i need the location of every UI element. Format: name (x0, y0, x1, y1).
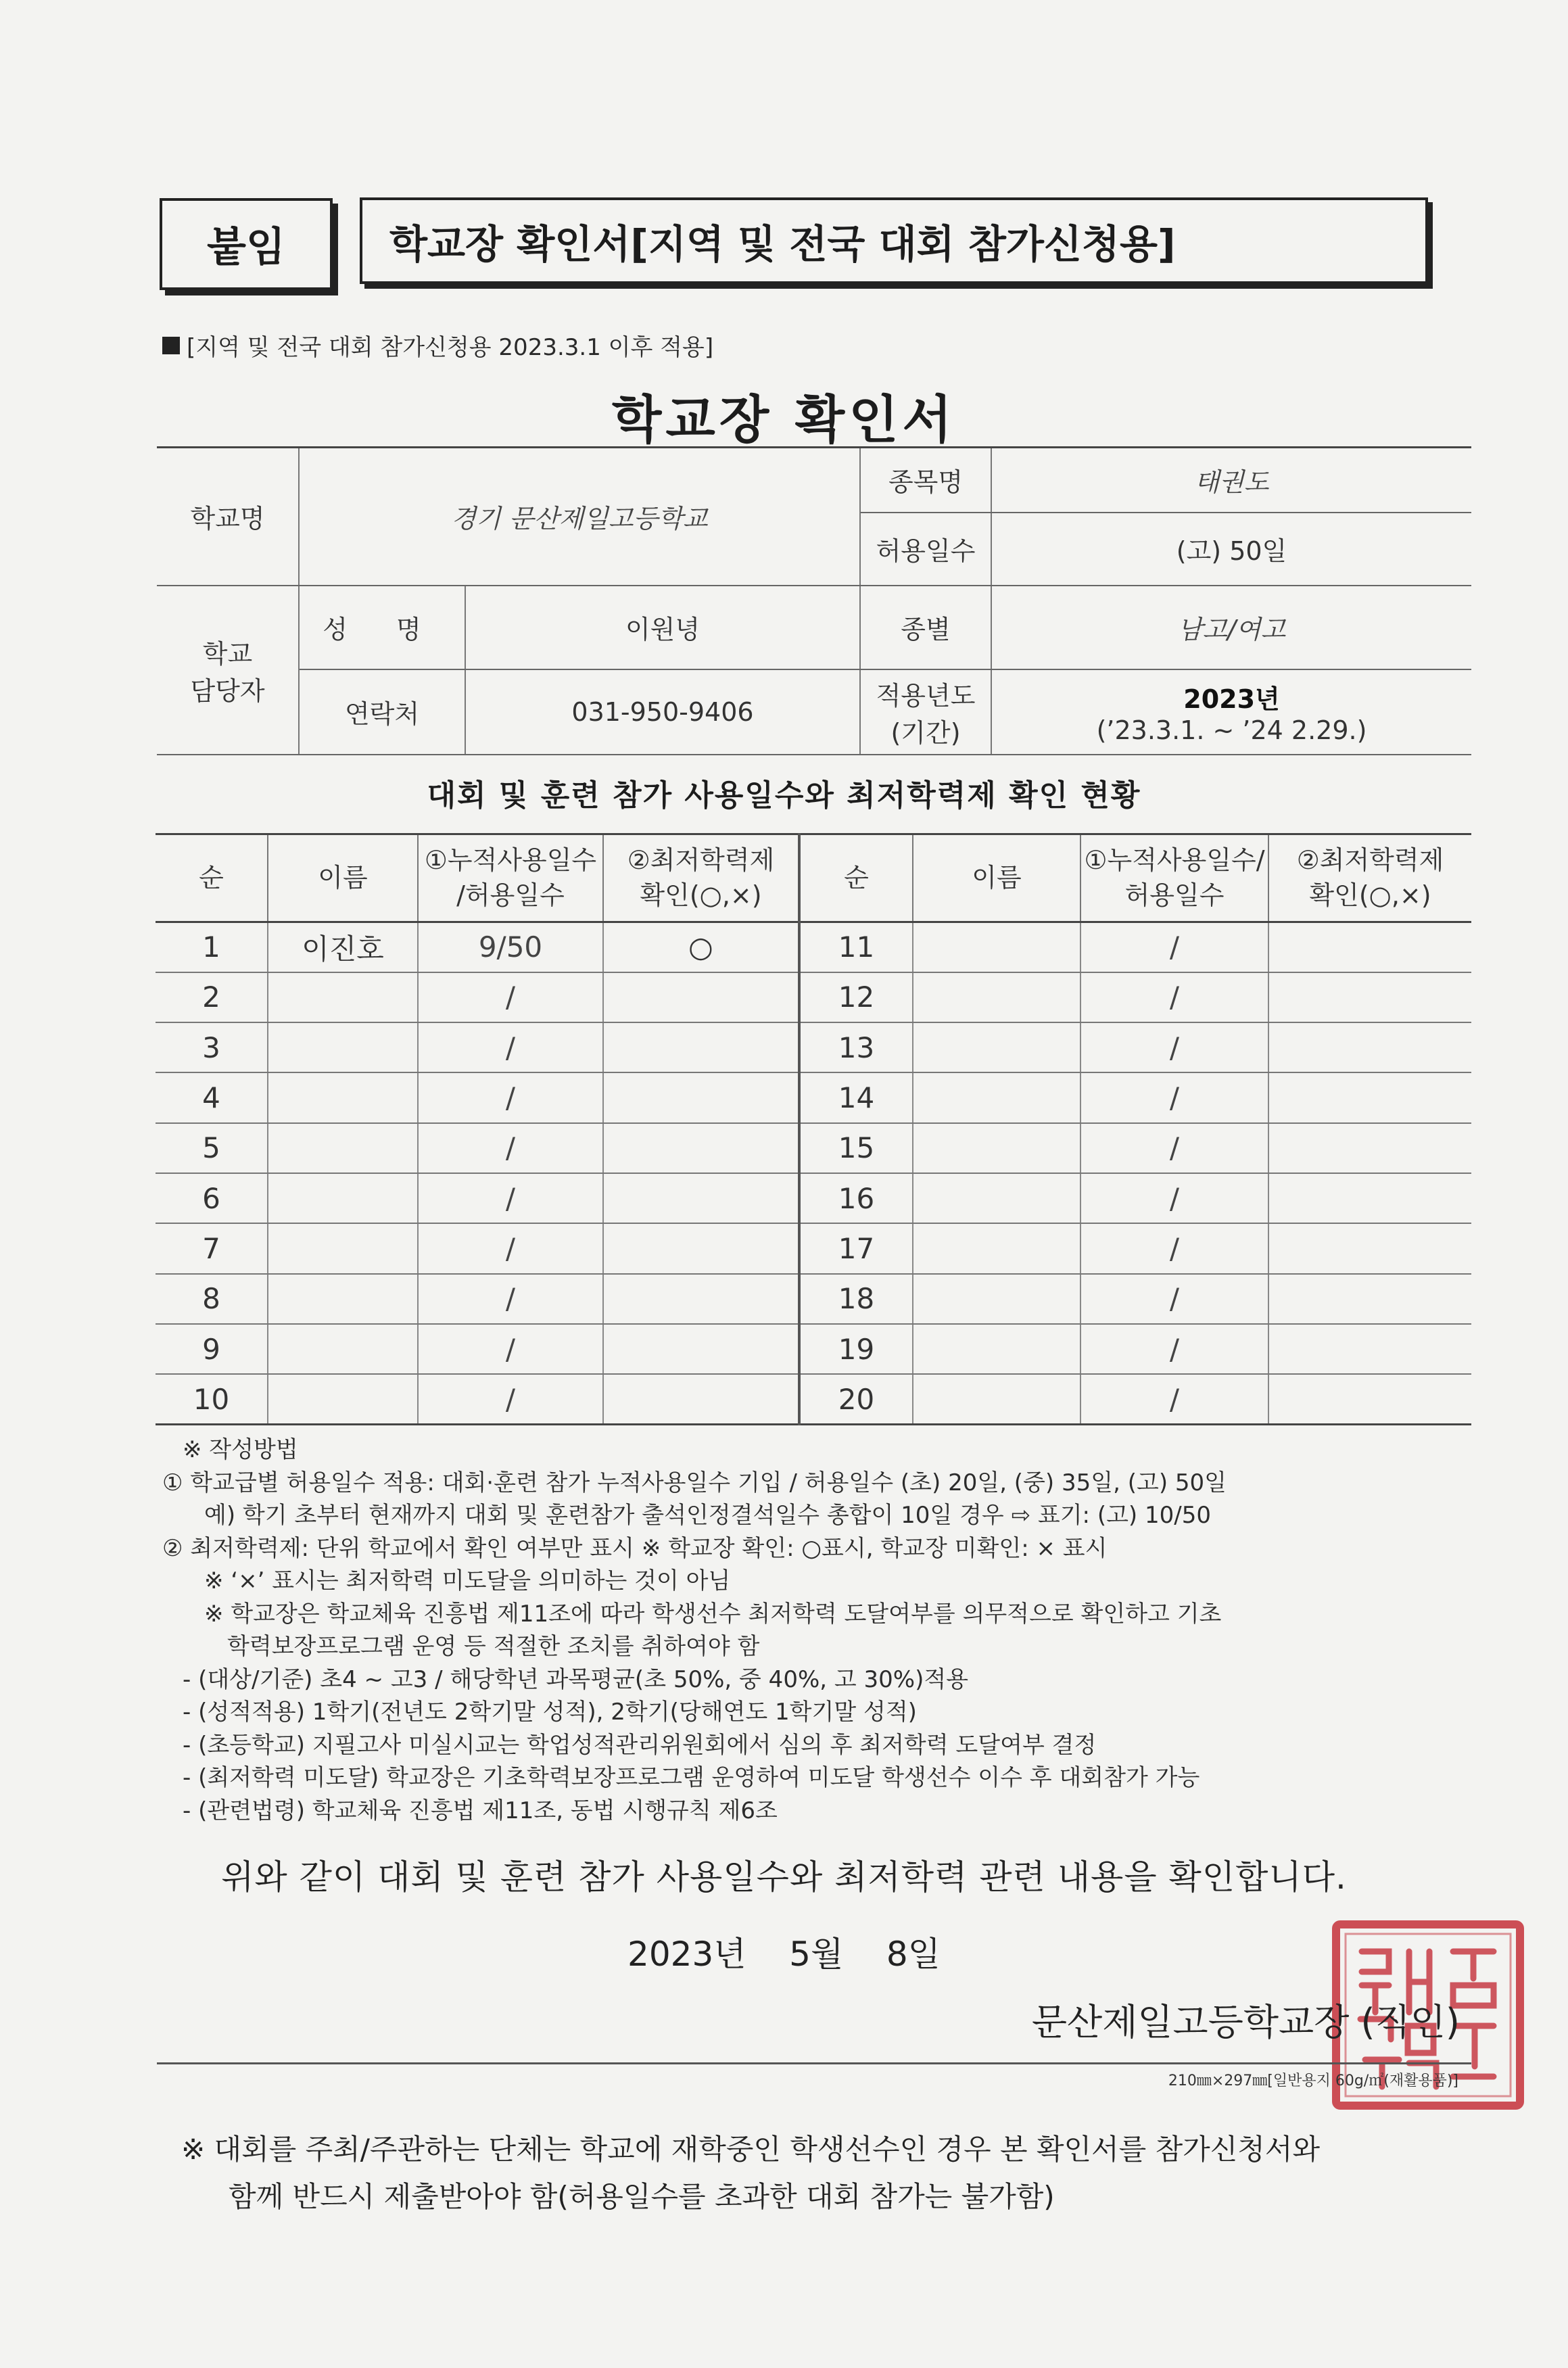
header-check-left-l2: 확인(○,×) (640, 880, 762, 910)
row-check (1268, 922, 1471, 972)
table-row (156, 1123, 1471, 1173)
instruction-item: ② 최저학력제: 단위 학교에서 확인 여부만 표시 ※ 학교장 확인: ○표시, 학교장 미확인: × 표시 (162, 1534, 1108, 1562)
date-year: 2023년 (627, 1935, 746, 1974)
instruction-item: 학력보장프로그램 운영 등 적절한 조치를 취하여야 함 (227, 1633, 760, 1660)
table-row (156, 1374, 1471, 1424)
person-name-value: 이원녕 (465, 586, 860, 669)
footer-notice-line2: 함께 반드시 제출받아야 함(허용일수를 초과한 대회 참가는 불가함) (229, 2180, 1055, 2213)
year-label (860, 669, 991, 755)
instruction-item: ※ 학교장은 학교체육 진흥법 제11조에 따라 학생선수 최저학력 도달여부를 의무적으로 확인하고 기초 (204, 1600, 1222, 1628)
row-days: / (1080, 1072, 1268, 1122)
attachment-tag: 붙임 (160, 198, 333, 290)
header-days-left (418, 834, 603, 922)
instruction-item: - (초등학교) 지필고사 미실시교는 학업성적관리위원회에서 심의 후 최저학력 도달여부 결정 (183, 1731, 1097, 1759)
table-row (156, 1274, 1471, 1324)
instruction-item: - (최저학력 미도달) 학교장은 기초학력보장프로그램 운영하여 미도달 학생선수 이수 후 대회참가 가능 (183, 1764, 1200, 1791)
event-label: 종목명 (860, 448, 991, 513)
row-name (913, 1123, 1080, 1173)
row-check (603, 1324, 799, 1374)
row-days: / (418, 1374, 603, 1424)
table-row (156, 1324, 1471, 1374)
row-name (913, 972, 1080, 1022)
row-days: / (1080, 922, 1268, 972)
row-name (268, 1324, 418, 1374)
confirmation-statement: 위와 같이 대회 및 훈련 참가 사용일수와 최저학력 관련 내용을 확인합니다. (221, 1857, 1347, 1897)
roster-table (156, 833, 1471, 1425)
row-no: 15 (799, 1123, 913, 1173)
row-no: 12 (799, 972, 913, 1022)
notice-text: [지역 및 전국 대회 참가신청용 2023.3.1 이후 적용] (187, 334, 714, 361)
row-days: / (1080, 972, 1268, 1022)
manager-label-line2: 담당자 (190, 676, 265, 706)
instruction-item: ① 학교급별 허용일수 적용: 대회·훈련 참가 누적사용일수 기입 / 허용일수 (초) 20일, (중) 35일, (고) 50일 (162, 1469, 1227, 1496)
row-name (913, 1324, 1080, 1374)
header-check-left (603, 834, 799, 922)
row-name (913, 1374, 1080, 1424)
table-row (156, 1223, 1471, 1273)
row-name (268, 1123, 418, 1173)
row-name (268, 1223, 418, 1273)
manager-label-line1: 학교 (202, 638, 253, 669)
row-days: / (1080, 1173, 1268, 1223)
year-value-year: 2023년 (1183, 684, 1280, 714)
row-check (1268, 1123, 1471, 1173)
row-no: 14 (799, 1072, 913, 1122)
row-no: 9 (156, 1324, 268, 1374)
writing-instructions (162, 1434, 1474, 1827)
header-check-right-l2: 확인(○,×) (1309, 880, 1431, 910)
row-name (268, 1022, 418, 1072)
row-name: 이진호 (268, 922, 418, 972)
date-day: 8일 (886, 1935, 941, 1974)
header-no-right: 순 (799, 834, 913, 922)
year-label-line2: (기간) (890, 717, 961, 748)
row-days: / (418, 972, 603, 1022)
row-check (603, 972, 799, 1022)
row-days: / (418, 1022, 603, 1072)
row-no: 4 (156, 1072, 268, 1122)
row-check: ○ (603, 922, 799, 972)
row-check (1268, 1022, 1471, 1072)
row-days: / (418, 1123, 603, 1173)
gender-value: 남고/여고 (991, 586, 1471, 669)
row-days: / (1080, 1123, 1268, 1173)
row-no: 6 (156, 1173, 268, 1223)
footer-notice-line1: ※ 대회를 주최/주관하는 단체는 학교에 재학중인 학생선수인 경우 본 확인서를 참가신청서와 (181, 2133, 1321, 2166)
instructions-heading: ※ 작성방법 (183, 1436, 298, 1463)
row-days: / (418, 1173, 603, 1223)
row-name (268, 1374, 418, 1424)
row-no: 20 (799, 1374, 913, 1424)
row-no: 17 (799, 1223, 913, 1273)
date-month: 5월 (789, 1935, 844, 1974)
row-days: 9/50 (418, 922, 603, 972)
gender-label: 종별 (860, 586, 991, 669)
row-days: / (418, 1223, 603, 1273)
table-row (156, 1022, 1471, 1072)
instruction-item: - (성적적용) 1학기(전년도 2학기말 성적), 2학기(당해연도 1학기말 성적) (183, 1699, 917, 1726)
table-row (156, 922, 1471, 972)
row-no: 19 (799, 1324, 913, 1374)
row-check (1268, 1223, 1471, 1273)
row-name (268, 1274, 418, 1324)
row-no: 18 (799, 1274, 913, 1324)
header-days-right-l2: 허용일수 (1124, 880, 1225, 910)
header-check-right-l1: ②최저학력제 (1296, 845, 1444, 876)
roster-title: 대회 및 훈련 참가 사용일수와 최저학력제 확인 현황 (427, 778, 1141, 813)
paper-spec: 210㎜×297㎜[일반용지 60g/㎡(재활용품)] (1168, 2073, 1458, 2089)
row-name (913, 922, 1080, 972)
person-name-label: 성 명 (299, 586, 465, 669)
form-title: 학교장 확인서[지역 및 전국 대회 참가신청용] (360, 197, 1428, 284)
row-check (1268, 1173, 1471, 1223)
header-no-left: 순 (156, 834, 268, 922)
header-name-left: 이름 (268, 834, 418, 922)
row-name (913, 1173, 1080, 1223)
principal-signature: 문산제일고등학교장 (직인) (1031, 2001, 1460, 2043)
row-no: 7 (156, 1223, 268, 1273)
instruction-item: ※ ‘×’ 표시는 최저학력 미도달을 의미하는 것이 아님 (204, 1567, 731, 1594)
row-no: 8 (156, 1274, 268, 1324)
row-no: 13 (799, 1022, 913, 1072)
divider (157, 2062, 1471, 2064)
row-no: 5 (156, 1123, 268, 1173)
row-no: 10 (156, 1374, 268, 1424)
row-no: 1 (156, 922, 268, 972)
page-title: 학교장 확인서 (612, 389, 956, 450)
school-name-value: 경기 문산제일고등학교 (299, 448, 860, 586)
row-check (603, 1123, 799, 1173)
year-value-period: (’23.3.1. ~ ’24 2.29.) (1096, 715, 1367, 745)
row-check (603, 1223, 799, 1273)
header-days-right (1080, 834, 1268, 922)
row-no: 2 (156, 972, 268, 1022)
header-days-left-l2: /허용일수 (456, 880, 565, 910)
instruction-item: - (대상/기준) 초4 ~ 고3 / 해당학년 과목평균(초 50%, 중 40%, 고 30%)적용 (183, 1665, 969, 1693)
footer-notice (181, 2126, 1320, 2221)
table-row (156, 1072, 1471, 1122)
row-name (268, 1173, 418, 1223)
allowed-days-label: 허용일수 (860, 513, 991, 586)
table-row (156, 972, 1471, 1022)
row-check (1268, 1324, 1471, 1374)
instruction-item: 예) 학기 초부터 현재까지 대회 및 훈련참가 출석인정결석일수 총합이 10일 경우 ⇨ 표기: (고) 10/50 (204, 1502, 1211, 1529)
row-no: 11 (799, 922, 913, 972)
row-no: 16 (799, 1173, 913, 1223)
row-name (913, 1274, 1080, 1324)
school-info-table (157, 446, 1471, 755)
table-row (156, 1173, 1471, 1223)
row-name (913, 1072, 1080, 1122)
event-value: 태권도 (991, 448, 1471, 513)
row-name (913, 1223, 1080, 1273)
contact-value: 031-950-9406 (465, 669, 860, 755)
row-check (603, 1022, 799, 1072)
row-days: / (1080, 1022, 1268, 1072)
row-check (1268, 972, 1471, 1022)
row-check (603, 1374, 799, 1424)
row-name (268, 972, 418, 1022)
header-days-right-l1: ①누적사용일수/ (1084, 845, 1265, 876)
row-days: / (1080, 1223, 1268, 1273)
square-bullet-icon (162, 337, 180, 354)
header-days-left-l1: ①누적사용일수 (424, 845, 597, 876)
row-check (603, 1072, 799, 1122)
row-days: / (1080, 1374, 1268, 1424)
row-name (268, 1072, 418, 1122)
row-check (603, 1173, 799, 1223)
applicability-notice (162, 329, 713, 362)
row-check (1268, 1274, 1471, 1324)
row-check (1268, 1072, 1471, 1122)
row-check (1268, 1374, 1471, 1424)
contact-label: 연락처 (299, 669, 465, 755)
row-no: 3 (156, 1022, 268, 1072)
row-days: / (418, 1274, 603, 1324)
row-check (603, 1274, 799, 1324)
allowed-days-value: (고) 50일 (991, 513, 1471, 586)
row-days: / (418, 1072, 603, 1122)
row-days: / (1080, 1324, 1268, 1374)
year-label-line1: 적용년도 (876, 680, 976, 711)
row-days: / (418, 1324, 603, 1374)
school-name-label: 학교명 (157, 448, 299, 586)
row-name (913, 1022, 1080, 1072)
instruction-item: - (관련법령) 학교체육 진흥법 제11조, 동법 시행규칙 제6조 (183, 1797, 778, 1824)
year-value (991, 669, 1471, 755)
header-name-right: 이름 (913, 834, 1080, 922)
manager-label (157, 586, 299, 755)
row-days: / (1080, 1274, 1268, 1324)
header-check-left-l1: ②최저학력제 (627, 845, 775, 876)
header-check-right (1268, 834, 1471, 922)
